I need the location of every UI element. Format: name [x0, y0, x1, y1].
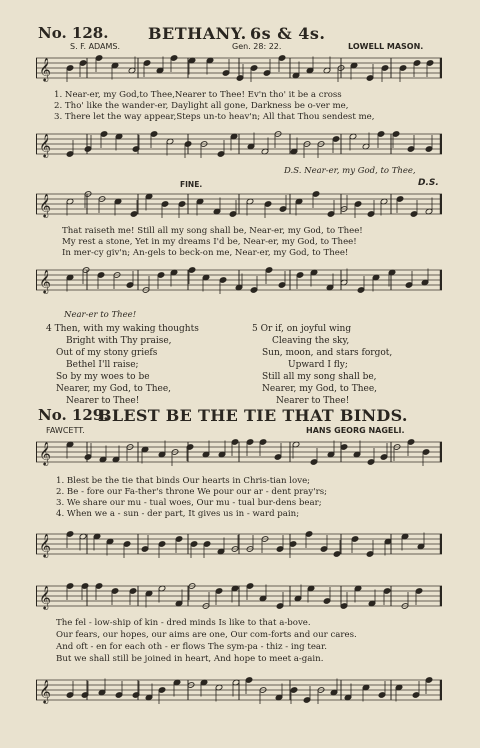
hymn-meter: 6s & 4s. [250, 24, 326, 43]
verse-line: Bethel I'll raise; [66, 360, 139, 370]
hymn-author: FAWCETT. [46, 426, 85, 435]
lyric-line: In mer-cy giv'n; An-gels to beck-on me, Near-er, my God, to Thee! [62, 248, 349, 258]
hymn-composer: HANS GEORG NAGELI. [306, 426, 405, 435]
treble-staff [36, 578, 442, 618]
treble-staff [36, 434, 442, 474]
lyric-line: And oft - en for each oth - er flows The sym-pa - thiz - ing tear. [56, 642, 327, 652]
bass-staff [36, 124, 442, 164]
hymn-number: No. 128. [38, 24, 109, 42]
lyric-line: 2. Be - fore our Fa-ther's throne We pour our ar - dent pray'rs; [56, 487, 328, 497]
verse-line: 5 Or if, on joyful wing [252, 324, 352, 334]
ds-mark: D.S. [418, 178, 439, 188]
bass-staff [36, 668, 442, 712]
verse-line: Bright with Thy praise, [66, 336, 172, 346]
lyric-line: The fel - low-ship of kin - dred minds Is like to that a-bove. [56, 618, 311, 628]
verse-line: 4 Then, with my waking thoughts [46, 324, 199, 334]
lyric-line: 1. Blest be the tie that binds Our hearts in Chris-tian love; [56, 476, 311, 486]
verse-line: Upward I fly; [288, 360, 348, 370]
clef-icon: 𝄞 [39, 269, 51, 293]
hymn-composer: LOWELL MASON. [348, 42, 424, 51]
lyric-line: That raiseth me! Still all my song shall be, Near-er, my God, to Thee! [62, 226, 363, 236]
lyric-line: 1. Near-er, my God,to Thee,Nearer to Thee! Ev'n tho' it be a cross [54, 90, 342, 100]
hymn-scripture: Gen. 28: 22. [232, 42, 282, 51]
clef-icon: 𝄞 [39, 133, 51, 157]
treble-staff [36, 186, 442, 224]
hymn-author: S. F. ADAMS. [70, 42, 121, 51]
hymn-title: BETHANY. [148, 24, 247, 43]
verse-line: Nearer, my God, to Thee, [262, 384, 378, 394]
hymn-title: BLEST BE THE TIE THAT BINDS. [98, 406, 408, 425]
bass-staff [36, 522, 442, 562]
verse-line: Nearer to Thee! [276, 396, 350, 406]
verse-line: Out of my stony griefs [56, 348, 158, 358]
verse-line: Sun, moon, and stars forgot, [262, 348, 393, 358]
clef-icon: 𝄞 [39, 679, 51, 703]
lyric-line: My rest a stone, Yet in my dreams I'd be, Near-er, my God, to Thee! [62, 237, 357, 247]
verse-line: So by my woes to be [56, 372, 150, 382]
lyric-line: 3. We share our mu - tual woes, Our mu - tual bur-dens bear; [56, 498, 322, 508]
clef-icon: 𝄞 [39, 533, 51, 557]
treble-staff [36, 50, 442, 88]
clef-icon: 𝄞 [39, 441, 51, 465]
lyric-line: Our fears, our hopes, our aims are one, Our com-forts and our cares. [56, 630, 357, 640]
clef-icon: 𝄞 [39, 193, 51, 217]
lyric-line: 4. When we a - sun - der part, It gives us in - ward pain; [56, 509, 300, 519]
ending-caption: Near-er to Thee! [64, 310, 137, 320]
hymn-number: No. 129. [38, 406, 109, 424]
verse-line: Cleaving the sky, [272, 336, 350, 346]
clef-icon: 𝄞 [39, 57, 51, 81]
fine-mark: FINE. [180, 180, 203, 189]
verse-line: Nearer, my God, to Thee, [56, 384, 172, 394]
verse-line: Still all my song shall be, [262, 372, 377, 382]
lyric-line: But we shall still be joined in heart, And hope to meet a-gain. [56, 654, 324, 664]
bass-staff [36, 262, 442, 302]
ds-instruction: D.S. Near-er, my God, to Thee, [284, 166, 416, 176]
lyric-line: 3. There let the way appear,Steps un-to heav'n; All that Thou sendest me, [54, 112, 375, 122]
hymn-129-header [38, 404, 444, 426]
clef-icon: 𝄞 [39, 585, 51, 609]
lyric-line: 2. Tho' like the wander-er, Daylight all gone, Darkness be o-ver me, [54, 101, 349, 111]
verse-line: Nearer to Thee! [66, 396, 140, 406]
